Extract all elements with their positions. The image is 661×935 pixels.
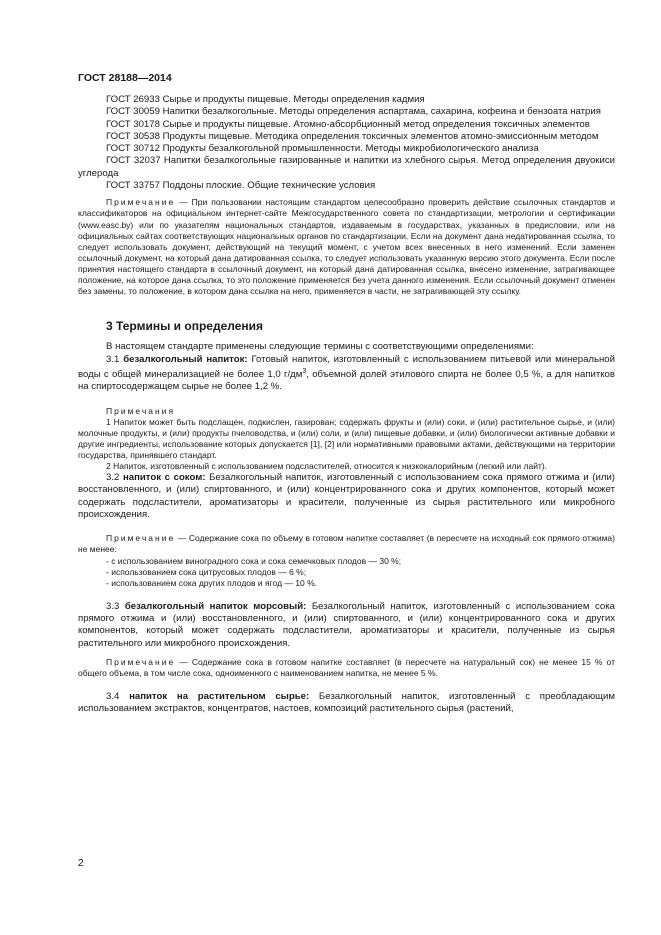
- references-note: [78, 197, 615, 297]
- reference-item: ГОСТ 30712 Продукты безалкогольной промышленности. Методы микробиологического анализа: [106, 143, 539, 155]
- term-3-3: 3.3 безалкогольный напиток морсовый: Безалкогольный напиток, изготовленный с использованием сока прямого отжима и (или) восстановленного, и (или) спиртованного, и (или) концентрированного сока и других компонентов, который может содержать подсластители, ароматизаторы и красители, полученные из сырья растительного или микробного происхождения.: [78, 600, 615, 649]
- section-title: 3 Термины и определения: [106, 319, 264, 334]
- term-name: безалкогольный напиток:: [123, 353, 248, 365]
- notes-label: Примечания: [106, 405, 176, 416]
- term-3-2: 3.2 напиток с соком: Безалкогольный напиток, изготовленный с использованием сока прямого отжима и (или) восстановленного, и (или) спиртованного, и (или) концентрированного сока и других компонентов, который может содержать подсластители, ароматизаторы и красители, полученные из сырья растительного или микробного происхождения.: [78, 472, 615, 521]
- section-intro: В настоящем стандарте применены следующие термины с соответствующими определениями:: [106, 341, 534, 353]
- reference-item: ГОСТ 26933 Сырье и продукты пищевые. Методы определения кадмия: [106, 94, 425, 105]
- note-label: Примечание: [106, 197, 176, 208]
- term-3-4: 3.4 напиток на растительном сырье: Безалкогольный напиток, изготовленный с преобладающим использованием экстрактов, концентратов, настоев, композиций растительного сырья (растений,: [78, 691, 615, 715]
- note-item: 2 Напиток, изготовленный с использованием подсластителей, относится к низкокалорийным (легкий или лайт).: [106, 461, 548, 472]
- term-3-1: 3.1 безалкогольный напиток: Готовый напиток, изготовленный с использованием питьевой или минеральной воды с общей минерализацией не более 1,0 $г/дм^3$, объемной долей этилового спирта не более 0,5 %, а для напитков на спиртосодержащем сырье не более 1,2 %.: [78, 353, 615, 393]
- standard-header: ГОСТ 28188—2014: [78, 72, 172, 84]
- reference-item: ГОСТ 30538 Продукты пищевые. Методика определения токсичных элементов атомно-эмиссионным методом: [106, 130, 599, 142]
- references-list: [78, 94, 615, 192]
- term-3-3-note: Примечание — Содержание сока в готовом напитке составляет (в пересчете на натуральный сок) не менее 15 % от общего объема, в том числе сока, одноименного с наименованием напитка, не менее 5 %.: [78, 657, 615, 679]
- list-item: - использованием сока цитрусовых плодов — 6 %;: [106, 566, 307, 577]
- term-name: напиток с соком:: [122, 472, 206, 484]
- term-name: напиток на растительном сырье:: [129, 691, 310, 703]
- note-text: — При пользовании настоящим стандартом целесообразно проверить действие ссылочных стандартов и классификаторов на официальном интернет-сайте Межгосударственного совета по стандартизации, метрологии и сертификации (www.easc.by) или по указателям национальных стандартов, издаваемым в государствах, указанных в предисловии, или на официальных сайтах соответствующих национальных органов по стандартизации. Если на документ дана недатированная ссылка, то следует использовать документ, действующий на текущий момент, с учетом всех внесенных в него изменений. Если заменен ссылочный документ, на который дана датированная ссылка, то следует использовать указанную версию этого документа. Если после принятия настоящего стандарта в ссылочный документ, на который дана датированная ссылка, внесено изменение, затрагивающее положение, на которое дана ссылка, то это положение применяется без учета данного изменения. Если ссылочный документ отменен без замены, то положение, в котором дана ссылка на него, применяется в части, не затрагивающей эту ссылку.: [78, 197, 615, 297]
- juice-content-list: [78, 556, 615, 589]
- reference-item: ГОСТ 30178 Сырье и продукты пищевые. Атомно-абсорбционный метод определения токсичных элементов: [106, 118, 590, 130]
- page-content: [78, 94, 615, 716]
- page-number: 2: [78, 858, 84, 869]
- list-item: - с использованием виноградного сока и сока семечковых плодов — 30 %;: [106, 555, 402, 566]
- list-item: - использованием сока других плодов и ягод — 10 %.: [106, 577, 317, 588]
- reference-item: ГОСТ 32037 Напитки безалкогольные газированные и напитки из хлебного сырья. Метод определения двуокиси углерода: [78, 155, 615, 179]
- reference-item: ГОСТ 33757 Поддоны плоские. Общие технические условия: [106, 180, 376, 192]
- note-item: 1 Напиток может быть подслащен, подкислен, газирован; содержать фрукты и (или) соки, и (или) растительное сырье, и (или) молочные продукты, и (или) продукты пчеловодства, и (или) соли, и (или) пищевые добавки, и (или) биологически активные добавки и другие ингредиенты, использование которых допускается [1], [2] или нормативными правовыми актами, действующими на территории государства, принявшего стандарт.: [78, 416, 615, 460]
- term-3-2-note: Примечание — Содержание сока по объему в готовом напитке составляет (в пересчете на исходный сок прямого отжима) не менее:: [78, 533, 615, 555]
- term-name: безалкогольный напиток морсовый:: [124, 600, 307, 612]
- reference-item: ГОСТ 30059 Напитки безалкогольные. Методы определения аспартама, сахарина, кофеина и бензоата натрия: [106, 106, 601, 118]
